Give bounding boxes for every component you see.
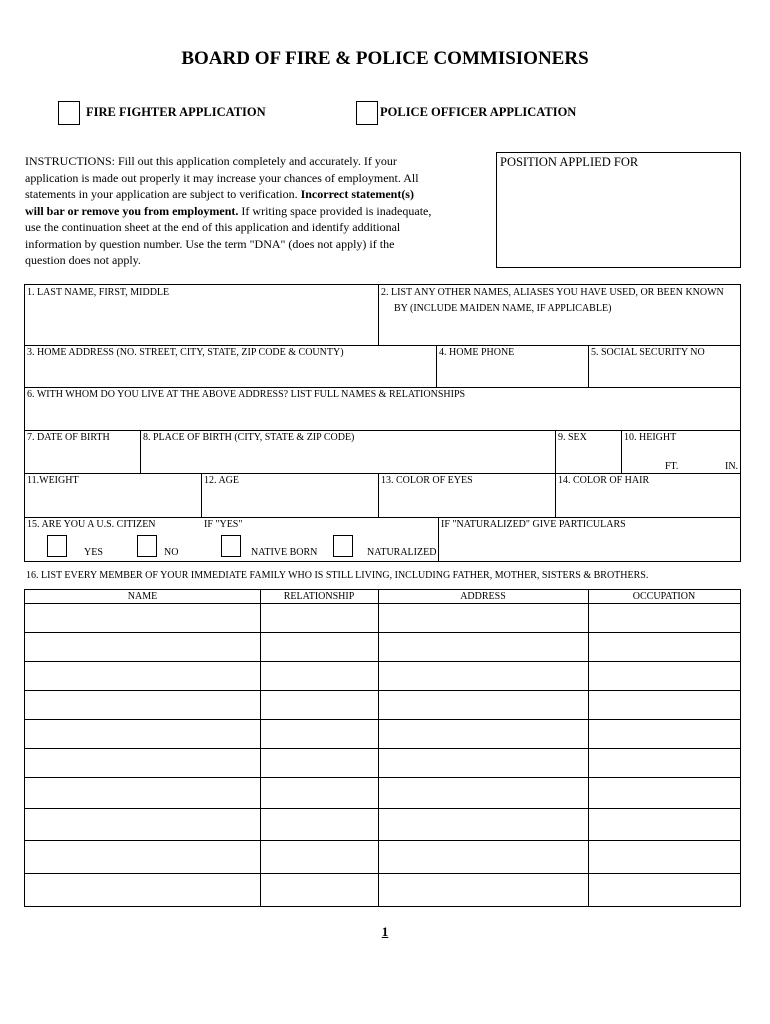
field-if-yes-label: IF "YES" <box>204 519 243 530</box>
citizen-yes-checkbox[interactable] <box>47 535 67 557</box>
height-input[interactable] <box>623 444 738 460</box>
dob-input[interactable] <box>26 444 138 471</box>
family-heading: 16. LIST EVERY MEMBER OF YOUR IMMEDIATE FAMILY WHO IS STILL LIVING, INCLUDING FATHER, MOTHER, SISTERS & BROTHERS. <box>26 570 649 581</box>
age-input[interactable] <box>202 488 376 515</box>
row-divider <box>25 430 740 431</box>
naturalized-checkbox[interactable] <box>333 535 353 557</box>
instructions-text: INSTRUCTIONS: Fill out this application completely and accurately. If your application is made out properly it may increase your chances of employment. All statements in your application are subject to verification. <box>25 154 419 201</box>
family-col-header: OCCUPATION <box>632 591 696 602</box>
field-citizen-label: 15. ARE YOU A U.S. CITIZEN <box>27 519 156 530</box>
field-eye-color-label: 13. COLOR OF EYES <box>381 475 473 486</box>
other-names-input[interactable] <box>380 316 738 342</box>
position-applied-field[interactable] <box>496 152 741 268</box>
instructions <box>25 153 435 269</box>
field-other-names-label: 2. LIST ANY OTHER NAMES, ALIASES YOU HAVE USED, OR BEEN KNOWN <box>381 287 724 298</box>
family-col-header: RELATIONSHIP <box>283 591 355 602</box>
row-divider <box>25 345 740 346</box>
instructions-text-2: If writing space provided is inadequate, use the continuation sheet at the end of this application and identify additional information by question number. Use the term "DNA" (does not apply) if the question does not apply. <box>25 203 432 267</box>
row-divider <box>25 517 740 518</box>
height-feet-unit: FT. <box>665 461 679 472</box>
field-naturalized-particulars-label: IF "NATURALIZED" GIVE PARTICULARS <box>441 519 626 530</box>
field-home-address-label: 3. HOME ADDRESS (NO. STREET, CITY, STATE, ZIP CODE & COUNTY) <box>27 347 344 358</box>
home-address-input[interactable] <box>26 358 434 384</box>
firefighter-label: FIRE FIGHTER APPLICATION <box>86 105 266 119</box>
instructions-warning: Incorrect statement(s) will bar or remove you from employment. <box>25 187 414 218</box>
position-applied-label: POSITION APPLIED FOR <box>500 155 639 169</box>
native-born-label: NATIVE BORN <box>251 547 318 558</box>
col-divider <box>588 345 589 387</box>
col-divider <box>378 285 379 345</box>
field-home-phone-label: 4. HOME PHONE <box>439 347 515 358</box>
field-birthplace-label: 8. PLACE OF BIRTH (CITY, STATE & ZIP CODE) <box>143 432 355 443</box>
field-last-name-label: 1. LAST NAME, FIRST, MIDDLE <box>27 287 170 298</box>
col-divider <box>555 430 556 473</box>
family-table-rows[interactable] <box>26 604 740 904</box>
row-divider <box>25 473 740 474</box>
field-lives-with-label: 6. WITH WHOM DO YOU LIVE AT THE ABOVE ADDRESS? LIST FULL NAMES & RELATIONSHIPS <box>27 389 466 400</box>
ssn-input[interactable] <box>590 358 738 384</box>
field-hair-color-label: 14. COLOR OF HAIR <box>558 475 650 486</box>
firefighter-checkbox[interactable] <box>58 101 80 125</box>
col-divider <box>555 473 556 517</box>
family-col-header: NAME <box>127 591 158 602</box>
field-weight-label: 11.WEIGHT <box>27 475 79 486</box>
naturalized-particulars-input[interactable] <box>440 532 738 560</box>
citizen-no-label: NO <box>164 547 179 558</box>
field-age-label: 12. AGE <box>204 475 239 486</box>
lives-with-input[interactable] <box>26 400 738 427</box>
birthplace-input[interactable] <box>142 444 552 471</box>
field-height-label: 10. HEIGHT <box>624 432 677 443</box>
family-col-header: ADDRESS <box>460 591 506 602</box>
police-label: POLICE OFFICER APPLICATION <box>380 105 577 119</box>
citizen-yes-label: YES <box>84 547 103 558</box>
naturalized-label: NATURALIZED <box>367 547 437 558</box>
police-checkbox[interactable] <box>356 101 378 125</box>
hair-color-input[interactable] <box>557 488 738 515</box>
col-divider <box>378 473 379 517</box>
last-name-input[interactable] <box>26 298 376 342</box>
col-divider <box>438 517 439 561</box>
weight-input[interactable] <box>26 488 200 515</box>
eye-color-input[interactable] <box>380 488 554 515</box>
col-divider <box>621 430 622 473</box>
height-inches-unit: IN. <box>725 461 739 472</box>
col-divider <box>140 430 141 473</box>
page-title: BOARD OF FIRE & POLICE COMMISIONERS <box>181 48 589 69</box>
row-divider <box>25 387 740 388</box>
field-sex-label: 9. SEX <box>558 432 587 443</box>
sex-input[interactable] <box>557 444 619 471</box>
field-dob-label: 7. DATE OF BIRTH <box>27 432 110 443</box>
home-phone-input[interactable] <box>438 358 586 384</box>
page-number: 1 <box>381 924 389 939</box>
field-ssn-label: 5. SOCIAL SECURITY NO <box>591 347 705 358</box>
field-other-names-label-2: BY (INCLUDE MAIDEN NAME, IF APPLICABLE) <box>394 303 612 314</box>
native-born-checkbox[interactable] <box>221 535 241 557</box>
col-divider <box>436 345 437 387</box>
citizen-no-checkbox[interactable] <box>137 535 157 557</box>
